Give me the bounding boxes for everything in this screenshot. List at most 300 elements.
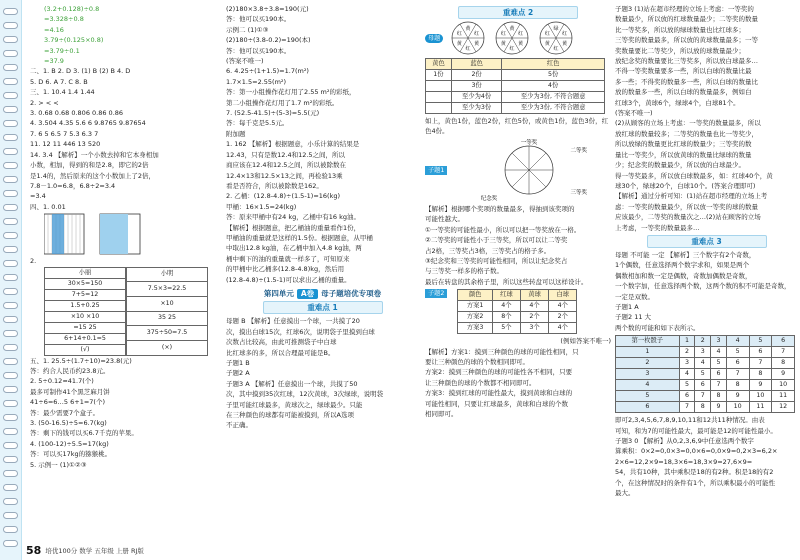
prize-label: 纪念奖 bbox=[481, 196, 498, 202]
text-line: =4.16 bbox=[44, 25, 64, 34]
text-line: 答：每千克是5.5元。 bbox=[226, 119, 289, 128]
binding-ring bbox=[3, 358, 18, 365]
table-head: 4 bbox=[726, 336, 749, 347]
text-line: 一个数字加，任意选择两个数，这两个数的积不可能是奇数， bbox=[615, 282, 791, 291]
text-line: 是1.4的，然后原来的这个小数加上了2倍， bbox=[30, 171, 155, 180]
prize-label: 一等奖 bbox=[521, 140, 538, 146]
text-line: 可能性相同，只要让红球最多，黄球和白球的个数 bbox=[425, 399, 568, 408]
binding-ring bbox=[3, 22, 18, 29]
text-line: 红球3个，黄球6个，绿球4个，白球81个。 bbox=[615, 98, 740, 107]
table-cell: 2份 bbox=[451, 70, 501, 81]
text-line: 【解析】通过分析可知：(1)站在超市经理的立场上考 bbox=[615, 192, 768, 201]
text-line: 2×6=12,2×9=18,3×6=18,3×9=27,6×9= bbox=[615, 457, 753, 466]
text-line: 多一些；不得奖的数量多一些，所以白球的数量比 bbox=[615, 77, 758, 86]
binding-ring bbox=[3, 428, 18, 435]
binding-ring bbox=[3, 36, 18, 43]
table-cell: 4个 bbox=[492, 301, 520, 312]
table-cell: 3 bbox=[695, 347, 711, 358]
text-line: 不正确。 bbox=[226, 421, 252, 430]
text-line: 答：他可以买190本。 bbox=[226, 15, 291, 24]
table-cell: 至少为3份 bbox=[451, 103, 501, 114]
table-cell bbox=[426, 103, 452, 114]
text-line: 数量最少，所以放的红球数量最少；二等奖的数量 bbox=[615, 15, 758, 24]
text-line: (12.8-4.8)÷(1.5-1)可以求出乙桶的重量。 bbox=[226, 275, 351, 284]
table-cell: 4 bbox=[695, 358, 711, 369]
text-line: 三、1. 10.4 1.4 1.44 bbox=[30, 88, 95, 97]
column-3 bbox=[425, 4, 611, 420]
text-line: 放红球的数量较多；二等奖的数量也比一等奖少， bbox=[615, 129, 758, 138]
table-cell: 8 bbox=[711, 391, 727, 402]
binding-ring bbox=[3, 218, 18, 225]
section-header-2: 重难点 2 bbox=[458, 6, 578, 19]
color-table bbox=[425, 58, 605, 114]
table-cell: 4 bbox=[616, 380, 680, 391]
table-cell bbox=[426, 92, 452, 103]
text-line: (答案不唯一) bbox=[615, 109, 653, 118]
spinner-wheel bbox=[539, 21, 573, 55]
binding-ring bbox=[3, 386, 18, 393]
text-line: 3. 0.68 0.68 0.806 0.86 0.86 bbox=[30, 109, 124, 118]
wheel-label: 绿 bbox=[553, 26, 559, 32]
table-cell: 方案1 bbox=[458, 301, 493, 312]
text-line: =3.4 bbox=[30, 192, 46, 201]
binding-ring bbox=[3, 232, 18, 239]
table-cell: 10 bbox=[772, 380, 795, 391]
text-line: 偶数相加和数一定是偶数，奇数加偶数是奇数， bbox=[615, 271, 752, 280]
table-cell: 3 bbox=[679, 358, 695, 369]
text-line: 比红球多的多，所以合理最可能是B。 bbox=[226, 348, 335, 357]
table-cell: 1 bbox=[616, 347, 680, 358]
table-cell: 7 bbox=[749, 358, 772, 369]
text-line: 占2格，三等奖占3格，三等奖占的格子多。 bbox=[425, 246, 551, 255]
text-line: 甲桶油的重量就是这样的1.5份。根据题意，从甲桶 bbox=[226, 233, 373, 242]
table-cell: 5 bbox=[711, 358, 727, 369]
table-head: 1 bbox=[679, 336, 695, 347]
table-cell: 6 bbox=[749, 347, 772, 358]
table-cell: 1.5+0.25 bbox=[45, 300, 126, 311]
text-line: 子题3 (1)站在超市经理的立场上考虑：一等奖的 bbox=[615, 5, 754, 13]
table-cell: 8个 bbox=[492, 312, 520, 323]
text-line: 二、1. B 2. D 3. (1) B (2) B 4. D bbox=[30, 67, 131, 76]
text-line: 得一等奖最多，所以放白球数最多，如：红球40个，黄 bbox=[615, 171, 773, 180]
ball-table bbox=[457, 289, 577, 334]
page-footer bbox=[26, 544, 144, 557]
binding-ring bbox=[3, 120, 18, 127]
text-line: 奖数量要比二等奖少，所以放的球数量最少； bbox=[615, 46, 745, 55]
prize-wheel bbox=[459, 138, 599, 202]
text-line: 答：他可以买190本。 bbox=[226, 46, 291, 55]
text-line: 量比一等奖少，所以放黄球的数量比绿球的数量 bbox=[615, 150, 752, 159]
text-line: 不得一等奖数量要多一些，所以白球的数量比最 bbox=[615, 67, 752, 76]
table-head: 红色 bbox=[502, 59, 605, 70]
text-line: 最后在转盘的其余格子里，所以这些转盘可以这样设计。 bbox=[425, 277, 588, 286]
wheel-label: 红 bbox=[501, 31, 507, 37]
text-line: 看是否符合，所以被除数是162。 bbox=[226, 181, 323, 190]
text-line: 2. 乙桶：(12.8-4.8)÷(1.5-1)=16(kg) bbox=[226, 192, 341, 201]
text-line: 算乘积：0×2=0,0×3=0,0×6=0,0×9=0,2×3=6,2× bbox=[615, 447, 778, 456]
text-line: 第二小组操作花灯用了1.7 m²的彩纸。 bbox=[226, 98, 339, 107]
text-line: 最大。 bbox=[615, 489, 635, 498]
text-line: 小数，相加，得到的和是2.8，即它的2倍 bbox=[30, 161, 149, 170]
binding-ring bbox=[3, 540, 18, 547]
wheel-label: 黄 bbox=[474, 41, 480, 47]
text-line: 12.43，只有是数12.4和12.5之间，所以 bbox=[226, 150, 346, 159]
z2b-line: 两个数的可能和如下表所示。 bbox=[615, 323, 700, 332]
text-line: 示例二 (1)①③ bbox=[226, 25, 269, 34]
wheel-label: 黄 bbox=[518, 41, 524, 47]
binding-ring bbox=[3, 470, 18, 477]
text-line: 子题2 A bbox=[226, 369, 250, 378]
table-cell: 7.5×3=22.5 bbox=[127, 282, 208, 297]
binding-ring bbox=[3, 64, 18, 71]
table-head: 第一枚骰子 bbox=[616, 336, 680, 347]
table-cell: 2个 bbox=[549, 312, 577, 323]
wheel-label: 黄 bbox=[501, 41, 507, 47]
spinner-wheel bbox=[495, 21, 529, 55]
text-line: 4. 3.504 4.35 5.6 6 9.8765 9.87654 bbox=[30, 119, 146, 128]
text-line: 1个偶数，任意选择两个数字求和，如果是两个 bbox=[615, 261, 750, 270]
text-line: =3.79÷0.1 bbox=[44, 46, 80, 55]
binding-ring bbox=[3, 372, 18, 379]
wheel-label: 黄 bbox=[562, 41, 568, 47]
binding-ring bbox=[3, 512, 18, 519]
table-cell: 8 bbox=[749, 369, 772, 380]
binding-ring bbox=[3, 176, 18, 183]
table-cell: 30×5=150 bbox=[45, 278, 126, 289]
wheel-label: 红 bbox=[562, 31, 568, 37]
text-line: (3.2+0.128)÷0.8 bbox=[44, 5, 100, 13]
table-cell: 7 bbox=[711, 380, 727, 391]
wheel-label: 红 bbox=[518, 31, 524, 37]
wheel-label: 红 bbox=[545, 31, 551, 37]
text-line: 答：可以买17kg的猕猴桃。 bbox=[30, 450, 112, 459]
binding-ring bbox=[3, 204, 18, 211]
binding-ring bbox=[3, 484, 18, 491]
table-cell: 10 bbox=[749, 391, 772, 402]
mu-line: 母题 不可能 一定 【解析】三个数字有2个奇数， bbox=[615, 250, 756, 259]
text-line: 2. 5÷0.12≈41.7(个) bbox=[30, 377, 94, 386]
table-cell: 6 bbox=[726, 358, 749, 369]
table-left-title: 小丽 bbox=[45, 267, 126, 278]
text-line: 即可2,3,4,5,6,7,8,9,10,11和12共11种情况。由表 bbox=[615, 416, 765, 425]
text-line: 次，摸出白球15次，红球6次，说明袋子里摸到白球 bbox=[226, 327, 375, 336]
table-cell: 5 bbox=[726, 347, 749, 358]
wheel-label: 黄 bbox=[465, 26, 471, 32]
text-line: 中取出12.8 kg油，在乙桶中加入4.8 kg油，两 bbox=[226, 244, 362, 253]
text-line: 41÷6=6…5 6+1=7(个) bbox=[30, 398, 106, 407]
text-line: 应该最少，二等奖的数量次之…(2)站在顾客的立场 bbox=[615, 213, 761, 222]
text-line: 商应该在12.4和12.5之间，所以被除数在 bbox=[226, 161, 346, 170]
spinner-wheel bbox=[451, 21, 485, 55]
text-line: ③纪念奖和三等奖的可能性相同，所以让纪念奖占 bbox=[425, 257, 568, 266]
binding-ring bbox=[3, 400, 18, 407]
text-line: 2. > < < bbox=[30, 98, 59, 107]
text-line: 1.7×1.5=2.55(m²) bbox=[226, 77, 287, 86]
text-line: 可能性越大。 bbox=[425, 215, 464, 224]
text-line: 甲桶：16×1.5=24(kg) bbox=[226, 202, 297, 211]
table-head: 蓝色 bbox=[451, 59, 501, 70]
table-cell: 3 bbox=[616, 369, 680, 380]
text-line: 次数占比较高，由此可推测袋子中白球 bbox=[226, 338, 337, 347]
binding-ring bbox=[3, 78, 18, 85]
text-line: 方案3：摸到红球的可能性最大，摸到黄球和白球的 bbox=[425, 389, 573, 398]
wheel-label: 红 bbox=[474, 31, 480, 37]
table-cell: 4个 bbox=[521, 301, 549, 312]
table-cell: 至少为4份 bbox=[451, 92, 501, 103]
prize-label: 二等奖 bbox=[570, 148, 588, 154]
binding-ring bbox=[3, 274, 18, 281]
binding-ring bbox=[3, 442, 18, 449]
text-line: 54，共有10种，其中乘积是18的有2种。积是18的有2 bbox=[615, 468, 774, 477]
section-4-q2: 2. bbox=[30, 257, 37, 266]
text-line: 最多可制作41个黑芝麻月饼 bbox=[30, 387, 110, 396]
binding-ring bbox=[3, 288, 18, 295]
table-cell: 6 bbox=[695, 380, 711, 391]
table-cell: 方案2 bbox=[458, 312, 493, 323]
binding-ring bbox=[3, 8, 18, 15]
table-cell: 8 bbox=[695, 402, 711, 413]
text-line: 可知，和为7的可能性最大，最可能是12的可能性最小。 bbox=[615, 426, 777, 435]
table-cell: 7 bbox=[695, 391, 711, 402]
table-cell: ×10 ×10 bbox=[45, 311, 126, 322]
table-cell: 2 bbox=[616, 358, 680, 369]
table-cell: 11 bbox=[772, 391, 795, 402]
text-line: 14. 3.4 【解析】一个小数去掉和它本身相加 bbox=[30, 150, 159, 159]
unit-name: 第四单元 bbox=[263, 288, 294, 298]
table-cell: 4份 bbox=[502, 81, 605, 92]
grid-figure bbox=[44, 212, 214, 256]
text-line: ①一等奖的可能性最小，所以可以把一等奖放在一格。 bbox=[425, 225, 581, 234]
binding-ring bbox=[3, 92, 18, 99]
dice-table bbox=[615, 335, 795, 413]
table-cell: 4个 bbox=[549, 323, 577, 334]
table-cell: 9 bbox=[711, 402, 727, 413]
table-head: 红球 bbox=[492, 290, 520, 301]
text-line: 子里可能红球最多，黄球次之，绿球最少。只能 bbox=[226, 400, 363, 409]
table-cell: 7 bbox=[679, 402, 695, 413]
text-line: 7. 6 5 6.5 7 5.3 6.3 7 bbox=[30, 129, 99, 138]
table-cell: 7 bbox=[772, 347, 795, 358]
table-head: 5 bbox=[749, 336, 772, 347]
binding-ring bbox=[3, 190, 18, 197]
text-line: 3.79÷(0.125×0.8) bbox=[44, 36, 104, 45]
text-line: =3.328÷0.8 bbox=[44, 15, 84, 24]
table-cell: (×) bbox=[127, 340, 208, 355]
table-cell: 4个 bbox=[549, 301, 577, 312]
text-line: =37.9 bbox=[44, 57, 64, 66]
table-cell: (√) bbox=[45, 344, 126, 355]
text-line: 3. (50-16.5)÷5=6.7(kg) bbox=[30, 418, 107, 427]
text-line: ②二等奖的可能性小于三等奖，所以可以让二等奖 bbox=[425, 236, 568, 245]
text-line: 答：第一小组操作花灯用了2.55 m²的彩纸， bbox=[226, 88, 356, 97]
text-line: 一定是双数。 bbox=[615, 292, 654, 301]
table-cell: 10 bbox=[726, 402, 749, 413]
text-line: 比一等奖多，所以放的绿球数量也比红球多； bbox=[615, 25, 745, 34]
table-cell: 5 bbox=[695, 369, 711, 380]
table-cell: 4 bbox=[679, 369, 695, 380]
table-xiaoli bbox=[44, 267, 126, 356]
text-line: (2)从顾客的立场上考虑：一等奖的数量最多，所以 bbox=[615, 119, 761, 128]
text-line: 上考虑，一等奖的数量最多… bbox=[615, 223, 700, 232]
wheel-label: 红 bbox=[553, 46, 559, 52]
text-line: 五、1. 25.5÷(1.7÷10)=23.8(元) bbox=[30, 356, 132, 365]
binding-ring bbox=[3, 316, 18, 323]
table-cell: 35 25 bbox=[127, 311, 208, 326]
text-line: 三等奖的数量最多，所以放的黄球数量最多；一等 bbox=[615, 36, 758, 45]
text-line: (2)180×3.8÷3.8=190(元) bbox=[226, 5, 309, 13]
wheel-label: 红 bbox=[465, 46, 471, 52]
wheel-label: 红 bbox=[509, 46, 515, 52]
text-line: 少；纪念奖的数量最少，所以放的白球最少。 bbox=[615, 161, 745, 170]
z1-line: 子题1 A bbox=[615, 302, 639, 311]
table-cell: 12 bbox=[772, 402, 795, 413]
table-cell: 11 bbox=[749, 402, 772, 413]
text-line: 虑：一等奖的数量最少，所以放一等奖的球的数量 bbox=[615, 202, 758, 211]
text-line: 答：约合人民币约23.8元。 bbox=[30, 366, 110, 375]
note: (例如答案不唯一) bbox=[560, 337, 611, 346]
wheel-label: 黄 bbox=[545, 41, 551, 47]
section-header-3: 重难点 3 bbox=[647, 235, 767, 248]
text-line: 4. (100-12)÷5.5=17(kg) bbox=[30, 439, 109, 448]
text-line: 【解析】根据哪个奖项的数量最多，得抽到该奖项的 bbox=[425, 205, 575, 213]
wheel-label: 黄 bbox=[509, 26, 515, 32]
binding-ring bbox=[3, 162, 18, 169]
unit-title bbox=[226, 289, 419, 299]
text-line: 【解析】根据题意，把乙桶油的重量看作1份， bbox=[226, 223, 361, 232]
binding-ring bbox=[3, 414, 18, 421]
text-line: 7. (52.5-41.5)÷(5-3)=5.5(元) bbox=[226, 109, 320, 118]
table-head: 3 bbox=[711, 336, 727, 347]
table-cell: 2 bbox=[679, 347, 695, 358]
table-cell: 6 bbox=[616, 402, 680, 413]
spiral-binding bbox=[0, 0, 22, 560]
column-2 bbox=[226, 4, 419, 431]
compare-tables bbox=[44, 267, 218, 356]
wheel-label: 黄 bbox=[457, 41, 463, 47]
binding-ring bbox=[3, 106, 18, 113]
binding-ring bbox=[3, 344, 18, 351]
table-cell: 4 bbox=[711, 347, 727, 358]
binding-ring bbox=[3, 498, 18, 505]
table-cell: 7 bbox=[726, 369, 749, 380]
text-line: (2)180÷(3.8-0.2)=190(本) bbox=[226, 36, 311, 45]
text-line: 相同即可。 bbox=[425, 410, 458, 419]
column-1 bbox=[30, 4, 218, 470]
table-cell: 6 bbox=[679, 391, 695, 402]
text-line: 要让三种颜色的球的个数相同即可。 bbox=[425, 358, 529, 367]
table-right-title: 小明 bbox=[127, 267, 208, 282]
table-cell: 3份 bbox=[451, 81, 501, 92]
footer-text: 培优100分 数学 五年级 上册 RJ版 bbox=[45, 547, 144, 555]
text-line: 子题3 0 【解析】从0,2,3,6,9中任意选两个数字 bbox=[615, 437, 754, 445]
table-cell: =15 25 bbox=[45, 322, 126, 333]
table-cell: 8 bbox=[726, 380, 749, 391]
table-cell: 方案3 bbox=[458, 323, 493, 334]
table-head: 颜色 bbox=[458, 290, 493, 301]
table-head: 黄色 bbox=[426, 59, 452, 70]
prize-label: 三等奖 bbox=[570, 190, 588, 196]
z1-tag: 子题1 bbox=[425, 166, 447, 175]
table-cell: 6 bbox=[711, 369, 727, 380]
text-line: 【解析】方案1：摸到三种颜色的球的可能性相同，只 bbox=[425, 347, 579, 356]
text-line: (答案不唯一) bbox=[226, 57, 264, 66]
text-line: 个，在这种情况时的条件有1个，所以乘积最小的可能性 bbox=[615, 478, 776, 487]
table-cell: 3个 bbox=[521, 323, 549, 334]
table-cell: ×10 bbox=[127, 296, 208, 311]
table-cell: 375÷50=7.5 bbox=[127, 326, 208, 341]
unit-subtitle: 母子题培优专项卷 bbox=[321, 288, 382, 298]
binding-ring bbox=[3, 526, 18, 533]
table-cell: 5 bbox=[616, 391, 680, 402]
section-4-q1: 四、1. 0.01 bbox=[30, 202, 66, 211]
table-xiaoming bbox=[126, 267, 208, 356]
text-line: 桶中剩下的油的重量就一样多了，可知原来 bbox=[226, 254, 350, 263]
z2-line: 子题2 11 大 bbox=[615, 313, 652, 322]
text-line: 6. 4.25÷(1+1.5)=1.7(m²) bbox=[226, 67, 309, 76]
text-line: 让三种颜色的球的个数都不相同即可。 bbox=[425, 378, 536, 387]
section-header-1: 重难点 1 bbox=[263, 301, 383, 314]
table-cell: 5份 bbox=[502, 70, 605, 81]
table-cell: 5个 bbox=[492, 323, 520, 334]
column-4 bbox=[615, 4, 798, 498]
binding-ring bbox=[3, 246, 18, 253]
text-line: 答：剩下的钱可以买6.7千克的苹果。 bbox=[30, 429, 138, 438]
text-line: 答：最少需要7个盒子。 bbox=[30, 408, 100, 417]
table-cell bbox=[426, 81, 452, 92]
binding-ring bbox=[3, 260, 18, 267]
table-cell: 9 bbox=[726, 391, 749, 402]
table-cell: 5 bbox=[679, 380, 695, 391]
text-line: 在三种颜色的球都有可能被摸到，所以A选项 bbox=[226, 411, 354, 420]
table-cell: 7+5=12 bbox=[45, 289, 126, 300]
table-cell: 至少为3份, 不符合题意 bbox=[502, 92, 605, 103]
table-cell: 9 bbox=[749, 380, 772, 391]
text-line: 所以放绿的数量更比红球的数量少；三等奖的数 bbox=[615, 140, 752, 149]
table-cell: 9 bbox=[772, 369, 795, 380]
text-line: 附加题 bbox=[226, 129, 246, 138]
table-head: 2 bbox=[695, 336, 711, 347]
table-cell: 至少为3份, 不符合题意 bbox=[502, 103, 605, 114]
text-line: 放纪念奖的数量要比三等奖多，所以放白球最多… bbox=[615, 57, 758, 66]
text-line: 子题1 B bbox=[226, 359, 250, 367]
z2-tag: 子题2 bbox=[425, 289, 447, 298]
table-cell: 8 bbox=[772, 358, 795, 369]
table-head: 6 bbox=[772, 336, 795, 347]
table-head: 黄球 bbox=[521, 290, 549, 301]
binding-ring bbox=[3, 330, 18, 337]
text-line: 7.8－1.0=6.8，6.8÷2=3.4 bbox=[30, 181, 116, 190]
mu-tag: 母题 bbox=[425, 34, 443, 43]
unit-ab: A卷 bbox=[297, 289, 318, 299]
text-line: 的甲桶中比乙桶多(12.8-4.8)kg，然后用 bbox=[226, 265, 345, 274]
text-line: 放的数量多一些，所以白球的数量最多，例如白 bbox=[615, 88, 752, 97]
binding-ring bbox=[3, 134, 18, 141]
table-head: 白球 bbox=[549, 290, 577, 301]
text-line: 母题 B 【解析】任意摸出一个球，一共摸了20 bbox=[226, 317, 360, 326]
text-line: 次，其中摸到35次红球，12次黄球，3次绿球，说明袋 bbox=[226, 390, 384, 399]
text-1: 如上，黄色1份，蓝色2份，红色5份，或黄色1份，蓝色3份，红色4份。 bbox=[425, 117, 609, 135]
text-line: 方案2：摸到三种颜色的球的可能性各不相同，只要 bbox=[425, 368, 573, 377]
text-line: 12.4×13和12.5×13之间，再检验13乘 bbox=[226, 171, 343, 180]
table-cell: 2个 bbox=[521, 312, 549, 323]
text-line: 球30个，绿球20个，白球10个。(答案合理即可) bbox=[615, 181, 756, 190]
page-number: 58 bbox=[26, 544, 42, 557]
wheel-label: 红 bbox=[457, 31, 463, 37]
text-line: 子题3 A 【解析】任意摸出一个球，共摸了50 bbox=[226, 379, 358, 388]
binding-ring bbox=[3, 302, 18, 309]
text-line: 1. 162 【解析】根据题意，小乐计算的结果是 bbox=[226, 140, 360, 149]
binding-ring bbox=[3, 50, 18, 57]
